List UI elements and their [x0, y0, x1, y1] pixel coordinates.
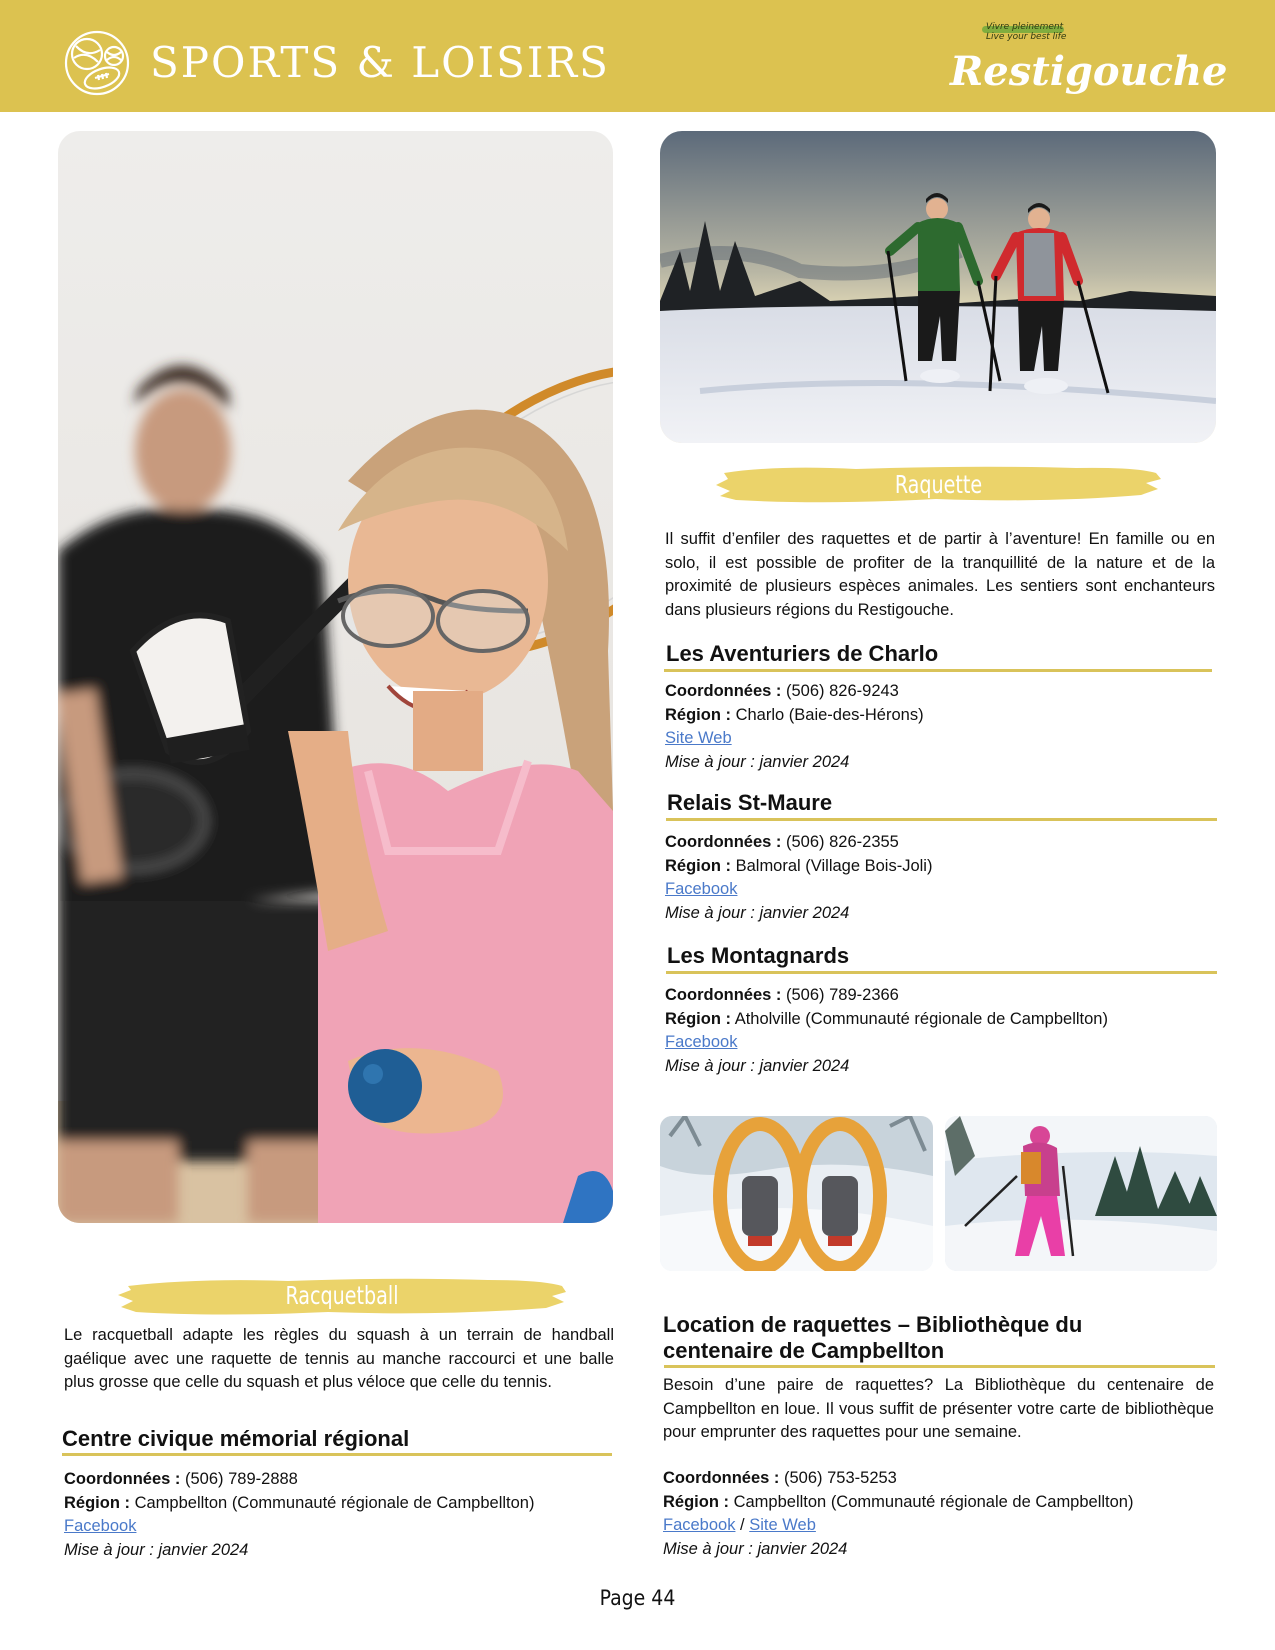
phone-number: (506) 789-2888: [185, 1470, 298, 1488]
phone-number: (506) 789-2366: [786, 986, 899, 1004]
entry-title-aventuriers-de-charlo: Les Aventuriers de Charlo: [666, 641, 939, 666]
entry-info-centre-civique: Coordonnées : (506) 789-2888 Région : Campbellton (Communauté régionale de Campbellton) Facebook Mise à jour : janvier 2024: [64, 1468, 634, 1562]
facebook-link[interactable]: Facebook: [665, 1033, 738, 1051]
entry-divider: [62, 1453, 612, 1456]
snowshoer-pink-outfit-photo: [945, 1116, 1217, 1271]
phone-number: (506) 753-5253: [784, 1469, 897, 1487]
region-value: Atholville (Communauté régionale de Campbellton): [734, 1009, 1108, 1028]
entry-divider: [664, 1365, 1215, 1368]
racquetball-intro: Le racquetball adapte les règles du squash à un terrain de handball gaélique avec une raquette de tennis au manche raccourci et une balle plus grosse que celle du squash et plus véloce que celle du tennis.: [64, 1326, 614, 1391]
update-date: Mise à jour : janvier 2024: [663, 1539, 848, 1558]
facebook-link[interactable]: Facebook: [663, 1516, 736, 1534]
entry-title-centre-civique: Centre civique mémorial régional: [62, 1426, 410, 1451]
sports-balls-icon: [62, 28, 132, 98]
entry-info-rental: Coordonnées : (506) 753-5253 Région : Campbellton (Communauté régionale de Campbellton) Facebook / Site Web Mise à jour : janvier 2024: [663, 1467, 1233, 1561]
page-number: Page 44: [599, 1586, 676, 1610]
update-date: Mise à jour : janvier 2024: [665, 903, 850, 922]
entry-info-relais-st-maure: Coordonnées : (506) 826-2355 Région : Balmoral (Village Bois-Joli) Facebook Mise à jour : janvier 2024: [665, 831, 1225, 925]
entry-title-les-montagnards: Les Montagnards: [667, 943, 850, 968]
region-value: Campbellton (Communauté régionale de Campbellton): [733, 1492, 1134, 1511]
facebook-link[interactable]: Facebook: [665, 880, 738, 898]
logo-tagline: Vivre pleinement Live your best life: [986, 22, 1067, 42]
raquette-section-title: Raquette: [716, 463, 1161, 507]
entry-info-les-montagnards: Coordonnées : (506) 789-2366 Région : Atholville (Communauté régionale de Campbellton) Facebook Mise à jour : janvier 2024: [665, 984, 1235, 1078]
raquette-intro: Il suffit d’enfiler des raquettes et de partir à l’aventure! En famille ou en solo, il est possible de profiter de la tranquillité de la nature et de la proximité de plusieurs espèces animales. Les sentiers sont enchanteurs dans plusieurs régions du Restigouche.: [665, 530, 1215, 619]
page-header: [0, 0, 1275, 112]
phone-number: (506) 826-2355: [786, 833, 899, 851]
site-web-link[interactable]: Site Web: [665, 729, 732, 747]
page-title: SPORTS & LOISIRS: [150, 38, 610, 87]
region-value: Balmoral (Village Bois-Joli): [735, 856, 933, 875]
entry-info-aventuriers-de-charlo: Coordonnées : (506) 826-9243 Région : Charlo (Baie-des-Hérons) Site Web Mise à jour : janvier 2024: [665, 680, 1225, 774]
entry-divider: [664, 669, 1212, 672]
region-value: Campbellton (Communauté régionale de Campbellton): [134, 1493, 535, 1512]
restigouche-logo: [948, 20, 1228, 104]
update-date: Mise à jour : janvier 2024: [665, 752, 850, 771]
snowshoes-in-snow-photo: [660, 1116, 933, 1271]
region-value: Charlo (Baie-des-Hérons): [735, 705, 924, 724]
site-web-link[interactable]: Site Web: [749, 1516, 816, 1534]
snowshoeing-couple-photo: [660, 131, 1216, 443]
racquetball-section-title: Racquetball: [118, 1274, 566, 1318]
update-date: Mise à jour : janvier 2024: [64, 1540, 249, 1559]
phone-number: (506) 826-9243: [786, 682, 899, 700]
rental-description: Besoin d’une paire de raquettes? La Bibliothèque du centenaire de Campbellton en loue. Il vous suffit de présenter votre carte de bibliothèque pour emprunter des raquettes pour une semaine.: [663, 1376, 1214, 1441]
logo-wordmark: Restigouche: [950, 48, 1228, 95]
update-date: Mise à jour : janvier 2024: [665, 1056, 850, 1075]
facebook-link[interactable]: Facebook: [64, 1517, 137, 1535]
racquetball-photo: [58, 131, 613, 1223]
rental-title: Location de raquettes – Bibliothèque du centenaire de Campbellton: [663, 1312, 1083, 1363]
entry-divider: [666, 971, 1217, 974]
entry-divider: [666, 818, 1217, 821]
link-separator: /: [735, 1516, 750, 1534]
entry-title-relais-st-maure: Relais St-Maure: [667, 790, 833, 815]
